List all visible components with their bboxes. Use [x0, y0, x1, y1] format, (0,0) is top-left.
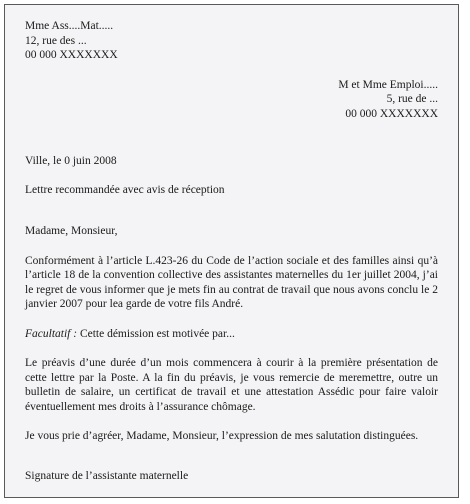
optional-label: Facultatif : [25, 327, 78, 340]
closing-formula: Je vous prie d’agréer, Madame, Monsieur, l’expression de mes salutation distinguées. [25, 430, 419, 442]
delivery-mode: Lettre recommandée avec avis de réception [25, 183, 225, 196]
sender-name: Mme Ass....Mat..... [25, 20, 114, 32]
paragraph-termination: Conformément à l’article L.423-26 du Code de l’action sociale et des familles ainsi qu’à l’article 18 de la convention collective des assistantes maternelles du 1er juillet 2004, j’ai le regret de vous informer que je mets fin au contrat de travail que nous avons conclu le 2 janvier 2007 pour lea garde de votre fils André. [25, 254, 438, 310]
date-line: Ville, le 0 juin 2008 [25, 155, 117, 167]
sender-address [25, 19, 438, 63]
sender-city: 00 000 XXXXXXX [25, 49, 118, 61]
letter-page [4, 4, 459, 498]
optional-text: Cette démission est motivée par... [77, 327, 235, 340]
recipient-address [25, 78, 438, 122]
recipient-street: 5, rue de ... [386, 93, 438, 105]
paragraph-notice: Le préavis d’une durée d’un mois commencera à courir à la première présentation de cette lettre par la Poste. A la fin du préavis, je vous remercie de meremettre, outre un bulletin de salaire, un certificat de travail et une attestation Assédic pour faire valoir éventuellement mes droits à l’assurance chômage. [25, 357, 438, 413]
sender-street: 12, rue des ... [25, 34, 87, 47]
recipient-name: M et Mme Emploi..... [338, 78, 438, 91]
optional-reason [25, 327, 438, 342]
recipient-city: 00 000 XXXXXXX [345, 107, 438, 120]
signature-line: Signature de l’assistante maternelle [25, 469, 189, 482]
salutation: Madame, Monsieur, [25, 225, 118, 237]
